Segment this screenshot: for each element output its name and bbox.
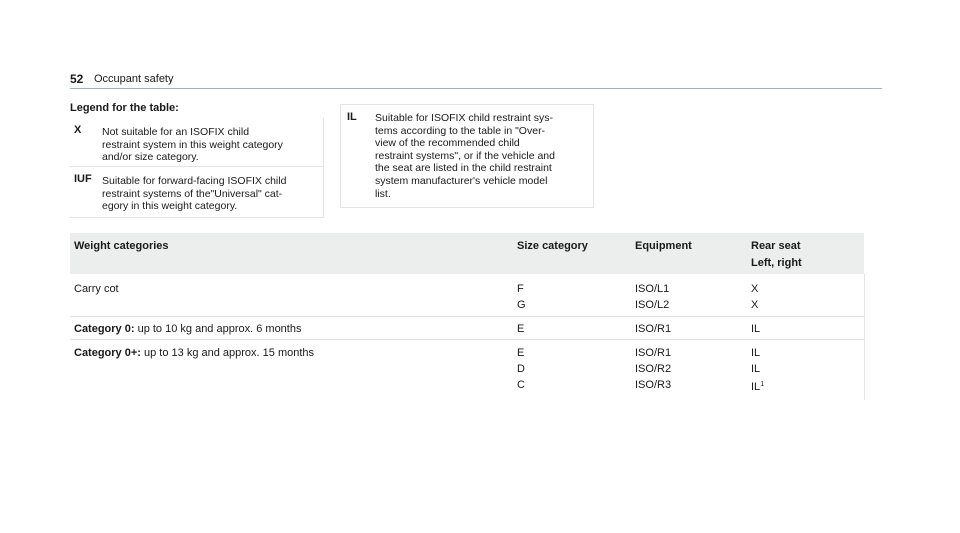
weight-category-cell — [74, 345, 314, 361]
equipment-value: ISO/L1 — [635, 283, 670, 295]
legend-line: Not suitable for an ISOFIX child — [102, 126, 250, 138]
legend-line: system manufacturer's vehicle model — [375, 174, 548, 187]
size-value: D — [517, 363, 525, 375]
rear-seat-value: X — [751, 299, 759, 311]
rear-seat-value: IL — [751, 347, 761, 359]
size-value: C — [517, 379, 525, 391]
legend-description — [102, 126, 317, 164]
column-header-size: Size category — [517, 240, 588, 252]
size-category-cell — [517, 281, 526, 313]
equipment-value: ISO/R1 — [635, 323, 672, 335]
equipment-cell — [635, 321, 671, 337]
size-category-cell — [517, 321, 524, 337]
equipment-value: ISO/R3 — [635, 379, 672, 391]
rear-seat-cell — [751, 281, 758, 313]
legend-line: the seat are listed in the child restraint — [375, 162, 552, 175]
legend-description — [375, 112, 587, 200]
legend-key: X — [74, 124, 82, 136]
size-value: F — [517, 283, 524, 295]
rear-seat-value: IL — [751, 323, 761, 335]
column-subheader-rear-seat: Left, right — [751, 257, 802, 269]
category-text: Carry cot — [74, 283, 119, 295]
category-label: Category 0+: — [74, 347, 141, 359]
legend-line: Suitable for ISOFIX child restraint sys- — [375, 112, 553, 124]
size-value: E — [517, 323, 525, 335]
rear-seat-cell — [751, 345, 764, 393]
legend-line: tems according to the table in "Over- — [375, 124, 546, 137]
legend-item-il — [341, 105, 593, 209]
table-right-border — [864, 274, 865, 400]
page-number: 52 — [70, 72, 84, 86]
legend-item-iuf — [70, 167, 323, 218]
legend-line: view of the recommended child — [375, 137, 520, 150]
rear-seat-cell — [751, 321, 760, 337]
footnote-marker: 1 — [760, 381, 765, 388]
weight-category-cell — [74, 281, 119, 297]
rear-seat-value — [751, 377, 764, 393]
table-row — [70, 317, 864, 340]
legend-line: Suitable for forward-facing ISOFIX child — [102, 175, 287, 187]
table-row — [70, 340, 864, 400]
category-text: up to 13 kg and approx. 15 months — [140, 347, 315, 359]
legend-line: and/or size category. — [102, 151, 199, 164]
category-text: up to 10 kg and approx. 6 months — [134, 323, 302, 335]
legend-line: restraint systems", or if the vehicle and — [375, 149, 555, 162]
legend-box-right — [340, 104, 594, 208]
equipment-cell — [635, 281, 669, 313]
table-header — [70, 233, 864, 274]
table-row — [70, 274, 864, 317]
legend-key: IUF — [74, 173, 92, 185]
legend-item-x — [70, 118, 323, 167]
size-category-cell — [517, 345, 525, 393]
rear-seat-text: IL — [751, 381, 761, 393]
equipment-value: ISO/R2 — [635, 363, 672, 375]
legend-description — [102, 175, 317, 213]
rear-seat-value: IL — [751, 363, 761, 375]
size-value: E — [517, 347, 525, 359]
category-label: Category 0: — [74, 323, 135, 335]
equipment-cell — [635, 345, 671, 393]
weight-category-cell — [74, 321, 301, 337]
legend-line: list. — [375, 187, 391, 200]
size-value: G — [517, 299, 526, 311]
legend-box-left — [70, 118, 324, 218]
section-title: Occupant safety — [94, 73, 174, 85]
legend-line: egory in this weight category. — [102, 200, 238, 213]
column-header-rear-seat: Rear seat — [751, 240, 801, 252]
equipment-value: ISO/R1 — [635, 347, 672, 359]
column-header-weight: Weight categories — [74, 240, 169, 252]
column-header-equipment: Equipment — [635, 240, 692, 252]
equipment-value: ISO/L2 — [635, 299, 670, 311]
legend-key: IL — [347, 111, 357, 123]
page-header — [70, 70, 882, 89]
legend-line: restraint system in this weight category — [102, 138, 283, 151]
legend-line: restraint systems of the"Universal" cat- — [102, 187, 283, 200]
rear-seat-value: X — [751, 283, 759, 295]
legend-heading: Legend for the table: — [70, 102, 179, 114]
